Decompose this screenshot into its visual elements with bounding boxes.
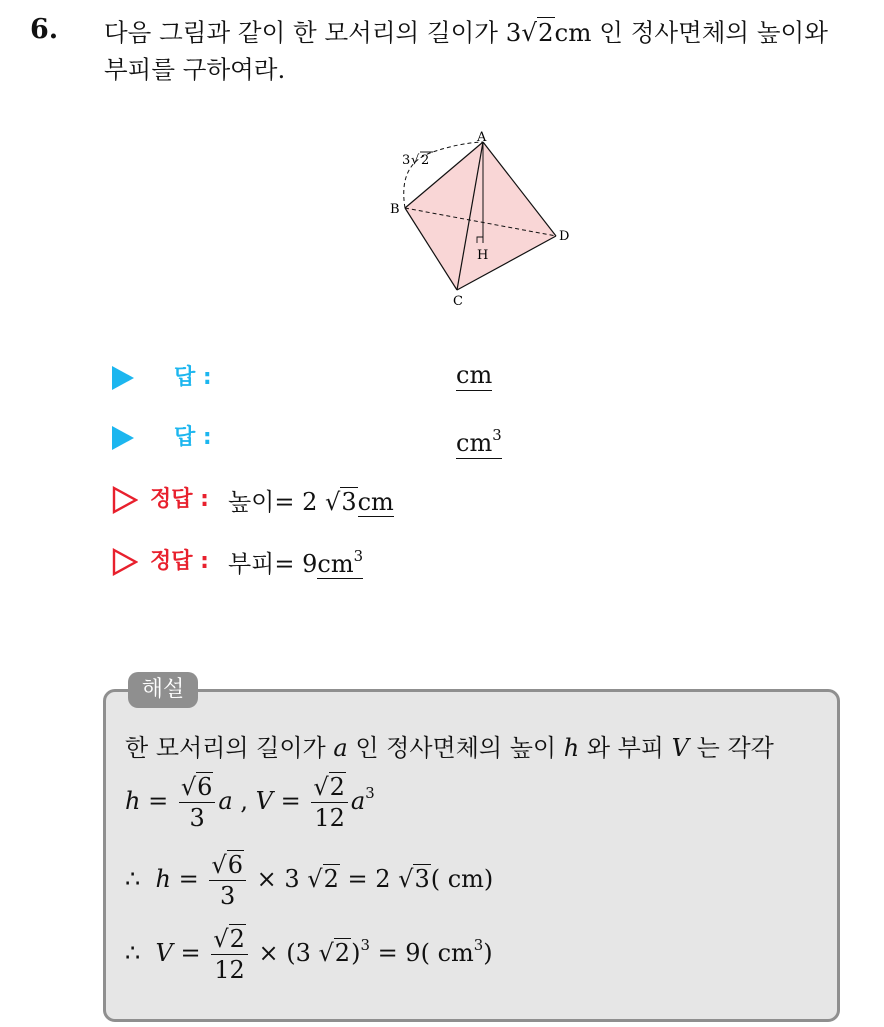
correct-marker-icon [112,486,138,514]
explanation-line-4: ∴ V = $\frac{√2}{12}$ × (3 √2)$^3$ = 9( $cm^3$) [125,925,493,984]
answer-marker-icon [112,366,134,390]
answer-marker-icon [112,426,134,450]
correct-answer-volume [108,544,508,584]
correct-value: 부피= $9cm^3$ [228,546,364,578]
edge-label-coef: 3 [402,153,411,168]
vertex-a-label: A [477,130,487,145]
fraction: $\frac{√6}{3}$ [179,772,216,833]
question-line1-b: cm 인 정사면체의 높이와 [554,18,828,47]
vertex-b-label: B [390,202,400,217]
explanation-line-2: h = $\frac{√6}{3}$ a , V = $\frac{√2}{12}$ $a^3$ [125,773,375,832]
sqrt: √2 [521,18,554,47]
answer-unit[interactable]: cm [456,361,493,389]
edge-label-sqrt: √ [411,153,420,168]
foot-h-label: H [477,248,489,263]
correct-value: 높이= 2 √3cm [228,488,394,516]
vertex-c-label: C [453,294,463,309]
correct-label: 정답 : [150,549,209,574]
tetrahedron-svg [380,125,580,310]
question-number: 6. [30,14,59,45]
vertex-d-label: D [559,229,570,244]
answer-label: 답 : [174,425,212,450]
answer-row-volume [108,420,528,460]
correct-answer-height [108,482,508,522]
explanation-line-3: ∴ h = $\frac{√6}{3}$ × 3 √2 = 2 √3( cm) [125,851,494,910]
answer-row-height [108,360,528,400]
explanation-tab: 해설 [128,672,198,708]
correct-label: 정답 : [150,487,209,512]
fraction: $\frac{√2}{12}$ [311,772,348,833]
question-line1-a: 다음 그림과 같이 한 모서리의 길이가 3 [104,18,522,47]
answer-label: 답 : [174,365,212,390]
question-text [104,14,874,88]
explanation-line-1: 한 모서리의 길이가 a 인 정사면체의 높이 h 와 부피 V 는 각각 [125,734,774,762]
answer-unit[interactable]: $cm^3$ [456,420,502,459]
question-line2: 부피를 구하여라. [104,55,286,84]
fraction: $\frac{√2}{12}$ [211,924,248,985]
correct-marker-icon [112,548,138,576]
fraction: $\frac{√6}{3}$ [209,850,246,911]
edge-label-rad: 2 [421,153,430,168]
tetrahedron-figure [380,125,580,310]
